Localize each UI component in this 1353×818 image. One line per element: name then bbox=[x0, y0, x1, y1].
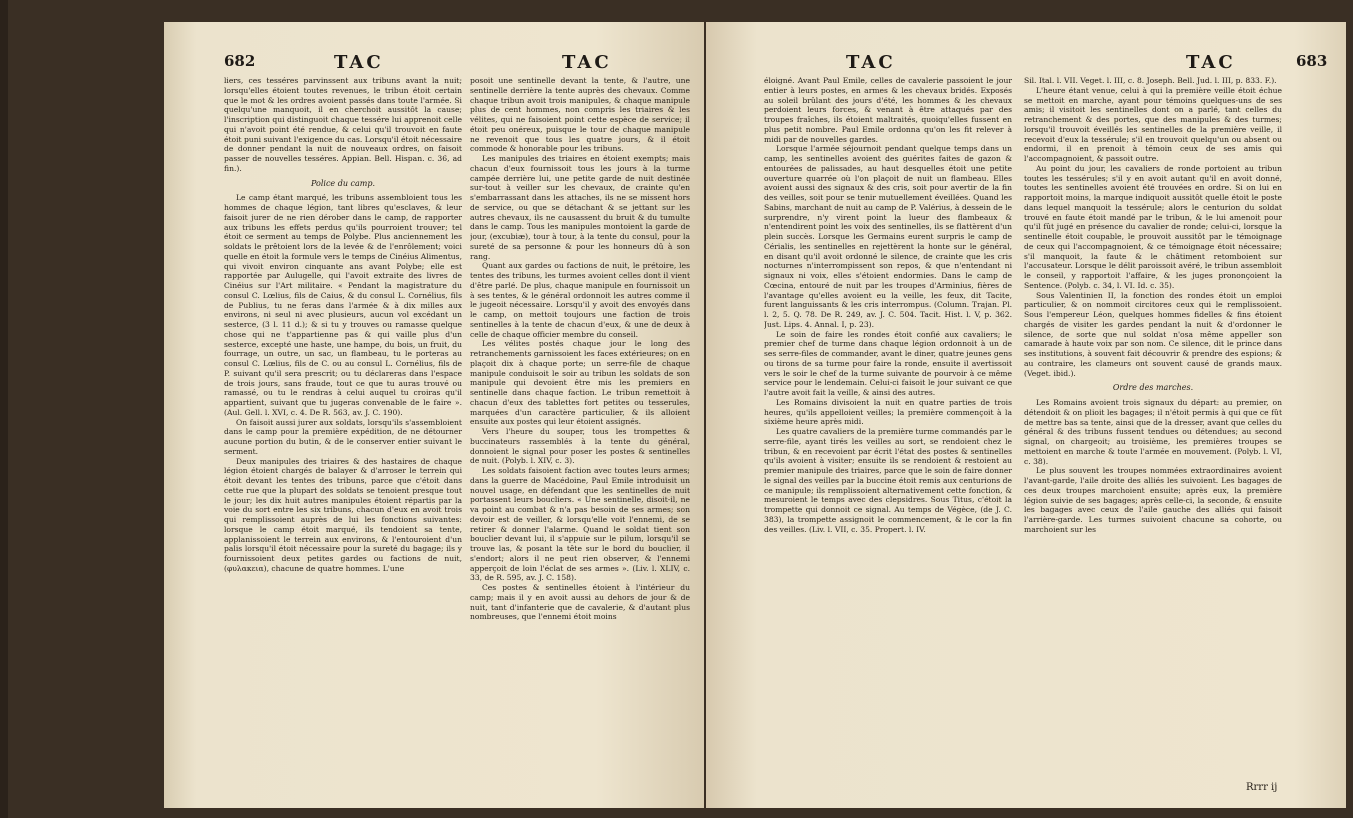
paragraph: Deux manipules des triaires & des hastaires de chaque légion étoient chargés de balayer & d'arroser le terrein qui étoit devant les tentes des tribuns, parce que c'étoit dans cette rue que la plupart des soldats se tenoient presque tout le jour; les dix huit autres manipules étoient répartis par la voie du sort entre les six tribuns, chacun d'eux en avoit trois qui remplissoient auprès de lui les fonctions suivantes: lorsque le camp étoit marqué, ils tendoient sa tente, applanissoient le terrein aux environs, & l'entouroient d'un palis lorsqu'il étoit nécessaire pour la sureté du bagage; ils y fournissoient deux petites gardes ou factions de nuit, (φυλακεια), chacune de quatre hommes. L'une bbox=[224, 456, 462, 573]
paragraph: On faisoit aussi jurer aux soldats, lorsqu'ils s'assembloient dans le camp pour la première expédition, de ne détourner aucune portion du butin, & de le conserver entier suivant le serment. bbox=[224, 417, 462, 456]
left-running-head: TAC bbox=[334, 52, 384, 73]
signature-mark: Rrrr ij bbox=[1246, 782, 1278, 793]
paragraph: Les Romains divisoient la nuit en quatre parties de trois heures, qu'ils appelloient veilles; la première commençoit à la sixième heure après midi. bbox=[764, 397, 1012, 427]
right-column-1 bbox=[764, 76, 1012, 776]
paragraph: Les manipules des triaires en étoient exempts; mais chacun d'eux fournissoit tous les jours à la turme campée derrière lui, une petite garde de nuit destinée sur-tout à veiller sur les chevaux, de crainte qu'en s'embarrassant dans les attaches, ils ne se missent hors de service, ou que se détachant & se jettant sur les autres chevaux, ils ne causassent du bruit & du tumulte dans le camp. Tous les manipules montoient la garde de jour, (excubiæ), tour à tour, à la tente du consul, pour la sureté de sa personne & pour les honneurs dû à son rang. bbox=[470, 154, 690, 261]
paragraph: Le camp étant marqué, les tribuns assembloient tous les hommes de chaque légion, tant libres qu'esclaves, & leur faisoit jurer de ne rien dérober dans le camp, de rapporter aux tribuns les effets perdus qu'ils pourroient trouver; tel étoit ce serment au temps de Polybe. Plus anciennement les soldats le prêtoient lors de la levée & de l'enrôlement; voici quelle en étoit la formule vers le temps de Cinéius Alimentus, qui vivoit environ cinquante ans avant Polybe; elle est rapportée par Aulugelle, qui l'avoit extraite des livres de Cinéius sur l'Art militaire. « Pendant la magistrature du consul C. Lœlius, fils de Caius, & du consul L. Cornélius, fils de Publius, tu ne feras dans l'armée & à dix milles aux environs, ni seul ni avec plusieurs, aucun vol excédant un sesterce, (3 l. 11 d.); & si tu y trouves ou ramasse quelque chose qui ne t'appartienne pas & qui vaille plus d'un sesterce, excepté une haste, une hampe, du bois, un fruit, du fourrage, un outre, un sac, un flambeau, tu le porteras au consul C. Lœlius, fils de C. ou au consul L. Cornélius, fils de P. suivant qu'il sera prescrit; ou tu déclareras dans l'espace de trois jours, sans fraude, tout ce que tu auras trouvé ou ramassé, ou tu le rendras à celui auquel tu croiras qu'il appartient, suivant que tu jugeras convenable de le faire ». (Aul. Gell. l. XVI, c. 4. De R. 563, av. J. C. 190). bbox=[224, 193, 462, 417]
paragraph: Vers l'heure du souper, tous les trompettes & buccinateurs rassemblés à la tente du général, donnoient le signal pour poser les postes & sentinelles de nuit. (Polyb. l. XIV, c. 3). bbox=[470, 427, 690, 466]
left-column-2 bbox=[470, 76, 690, 776]
paragraph: Les vélites postés chaque jour le long des retranchements garnissoient les faces extérieures; on en plaçoit dix à chaque porte; un serre-file de chaque manipule conduisoit le soir au tribun les soldats de son manipule qui devoient être mis les premiers en sentinelle dans chaque faction. Le tribun remettoit à chacun d'eux des tablettes fort petites ou tesserules, marquées d'un caractère particulier, & ils alloient ensuite aux postes qui leur étoient assignés. bbox=[470, 339, 690, 427]
paragraph: Au point du jour, les cavaliers de ronde portoient au tribun toutes les tessérules; s'il y en avoit autant qu'il en avoit donné, toutes les sentinelles avoient été trouvées en ordre. Si on lui en rapportoit moins, la marque indiquoit aussitôt quelle étoit le poste dans lequel manquoit la tessérule; alors le centurion du soldat trouvé en faute étoit mandé par le tribun, & le lui amenoit pour qu'il fût jugé en présence du cavalier de ronde; celui-ci, lorsque la sentinelle étoit coupable, le prouvoit aussitôt par le témoignage de ceux qui l'accompagnoient, & ce témoignage étoit nécessaire; s'il manquoit, la faute & le châtiment retomboient sur l'accusateur. Lorsque le délit paroissoit avéré, le tribun assembloit le conseil, y rapportoit l'affaire, & les juges prononçoient la Sentence. (Polyb. c. 34, l. VI. Id. c. 35). bbox=[1024, 163, 1282, 290]
paragraph: Les Romains avoient trois signaux du départ: au premier, on détendoit & on plioit les bagages; il n'étoit permis à qui que ce fût de mettre bas sa tente, ainsi que de la dresser, avant que celles du général & des tribuns fussent tendues ou détendues; au second signal, on chargeoit; au troisième, les premières troupes se mettoient en marche & toute l'armée en mouvement. (Polyb. l. VI, c. 38). bbox=[1024, 398, 1282, 466]
paragraph: posoit une sentinelle devant la tente, & l'autre, une sentinelle derrière la tente auprès des chevaux. Comme chaque tribun avoit trois manipules, & chaque manipule plus de cent hommes, non compris les triaires & les vélites, qui ne faisoient point cette espèce de service; il étoit peu onéreux, puisque le tour de chaque manipule ne revenoit que tous les quatre jours, & il étoit commode & honorable pour les tribuns. bbox=[470, 76, 690, 154]
right-page bbox=[706, 22, 1346, 808]
section-heading: Ordre des marches. bbox=[1112, 383, 1194, 393]
paragraph: Le plus souvent les troupes nommées extraordinaires avoient l'avant-garde, l'aile droite des alliés les suivoient. Les bagages de ces deux troupes marchoient ensuite; après eux, la première légion suivie de ses bagages; après celle-ci, la seconde, & ensuite les bagages avec ceux de l'aile gauche des alliés qui faisoit l'arrière-garde. Les turmes suivoient chacune sa cohorte, ou marchoient sur les bbox=[1024, 466, 1282, 534]
paragraph: Les soldats faisoient faction avec toutes leurs armes; dans la guerre de Macédoine, Paul Emile introduisit un nouvel usage, en défendant que les sentinelles de nuit portassent leurs boucliers. « Une sentinelle, disoit-il, ne va point au combat & n'a pas besoin de ses armes; son devoir est de veiller, & lorsqu'elle voit l'ennemi, de se retirer & donner l'alarme. Quand le soldat tient son bouclier devant lui, il s'appuie sur le pilum, lorsqu'il se trouve las, & posant la tête sur le bord du bouclier, il s'endort; alors il ne peut rien observer, & l'ennemi apperçoit de loin l'éclat de ses armes ». (Liv. l. XLIV, c. 33, de R. 595, av. J. C. 158). bbox=[470, 466, 690, 583]
right-running-head-center: TAC bbox=[846, 52, 896, 73]
paragraph: Quant aux gardes ou factions de nuit, le prétoire, les tentes des tribuns, les turmes avoient celles dont il vient d'être parlé. De plus, chaque manipule en fournissoit un à ses tentes, & le général ordonnoit les autres comme il le jugeoit nécessaire. Lorsqu'il y avoit des envoyés dans le camp, on mettoit toujours une faction de trois sentinelles à la tente de chacun d'eux, & une de deux à celle de chaque officier membre du conseil. bbox=[470, 261, 690, 339]
right-column-2 bbox=[1024, 76, 1282, 766]
paragraph: liers, ces tesséres parvinssent aux tribuns avant la nuit; lorsqu'elles étoient toutes revenues, le tribun étoit certain que le mot & les ordres avoient passés dans toute l'armée. Si quelqu'une manquoit, il en cherchoit aussitôt la cause; l'inscription qui distinguoit chaque tessére lui apprenoit celle qui n'avoit point été rendue, & celui qu'il trouvoit en faute étoit puni suivant l'exigence du cas. Lorsqu'il étoit nécessaire de donner pendant la nuit de nouveaux ordres, on faisoit passer de nouvelles tesséres. Appian. Bell. Hispan. c. 36, ad fin.). bbox=[224, 76, 462, 173]
paragraph: éloigné. Avant Paul Emile, celles de cavalerie passoient le jour entier à leurs postes, en armes & les chevaux bridés. Exposés au soleil brûlant des jours d'été, les hommes & les chevaux perdoient leurs forces, & venant à être attaqués par des troupes fraîches, ils étoient maltraités, quoiqu'elles fussent en plus petit nombre. Paul Emile ordonna qu'on les fit relever à midi par de nouvelles gardes. bbox=[764, 76, 1012, 144]
left-page bbox=[164, 22, 704, 808]
paragraph: Le soin de faire les rondes étoit confié aux cavaliers; le premier chef de turme dans chaque légion ordonnoit à un de ses serre-files de commander, avant le diner, quatre jeunes gens ou tirons de sa turme pour faire la ronde, ensuite il avertissoit vers le soir le chef de la turme suivante de pourvoir à ce même service pour le lendemain. Celui-ci faisoit le jour suivant ce que l'autre avoit fait la veille, & ainsi des autres. bbox=[764, 329, 1012, 397]
paragraph: Sous Valentinien II, la fonction des rondes étoit un emploi particulier, & on nommoit circitores ceux qui le remplissoient. Sous l'empereur Léon, quelques hommes fidelles & fins étoient chargés de visiter les gardes pendant la nuit & d'ordonner le silence, de sorte que nul soldat n'osa même appeller son camarade à haute voix par son nom. Ce silence, dit le prince dans ses institutions, à souvent fait découvrir & prendre des espions; & au contraire, les clameurs ont souvent causé de grands maux. (Veget. ibid.). bbox=[1024, 290, 1282, 378]
paragraph: L'heure étant venue, celui à qui la première veille étoit échue se mettoit en marche, ayant pour témoins quelques-uns de ses amis; il visitoit les sentinelles dont on a parlé, tant celles du retranchement & des portes, que des manipules & des turmes; lorsqu'il trouvoit éveillés les sentinelles de la première veille, il recevoit d'eux la tessérule; s'il en trouvoit quelqu'un ou absent ou endormi, il en prenoit à témoin ceux de ses amis qui l'accompagnoient, & passoit outre. bbox=[1024, 85, 1282, 163]
right-page-number: 683 bbox=[1296, 52, 1328, 70]
right-running-head: TAC bbox=[1186, 52, 1236, 73]
paragraph: Sil. Ital. l. VII. Veget. l. III, c. 8. Joseph. Bell. Jud. l. III, p. 833. F.). bbox=[1024, 76, 1277, 85]
paragraph: Les quatre cavaliers de la première turme commandés par le serre-file, ayant tirés les veilles au sort, se rendoient chez le tribun, & en recevoient par écrit l'état des postes & sentinelles qu'ils avoient à visiter; ensuite ils se rendoient & restoient au premier manipule des triaires, parce que le soin de faire donner le signal des veilles par la buccine étoit remis aux centurions de ce manipule; ils remplissoient alternativement cette fonction, & mesuroient le temps avec des clepsidres. Sous Titus, c'étoit la trompette qui donnoit ce signal. Au temps de Végèce, (de J. C. 383), la trompette assignoit le commencement, & le cor la fin des veilles. (Liv. l. VII, c. 35. Propert. l. IV. bbox=[764, 427, 1012, 534]
left-page-number: 682 bbox=[224, 52, 256, 70]
paragraph: Ces postes & sentinelles étoient à l'intérieur du camp; mais il y en avoit aussi au dehors de jour & de nuit, tant d'infanterie que de cavalerie, & d'autant plus nombreuses, que l'ennemi étoit moins bbox=[470, 583, 690, 622]
section-heading: Police du camp. bbox=[310, 178, 376, 188]
paragraph: Lorsque l'armée séjournoit pendant quelque temps dans un camp, les sentinelles avoient des guérites faites de gazon & entourées de palissades, au haut desquelles étoit une petite ouverture quarrée où l'on plaçoit de nuit un flambeau. Elles avoient aussi des signaux & des cris, soit pour avertir de la fin des veilles, soit pour se tenir mutuellement éveillées. Quand les Sabins, marchant de nuit au camp de P. Valérius, à dessein de le surprendre, n'y virent point la lueur des flambeaux & n'entendirent point les voix des sentinelles, ils se flattèrent d'un plein succès. Lorsque les Germains eurent surpris le camp de Cérialis, les sentinelles en rejettèrent la honte sur le général, en disant qu'il avoit ordonné le silence, de crainte que les cris nocturnes n'interrompissent son repos, & que n'entendant ni signaux ni voix, elles s'étoient endormies. Dans le camp de Cœcina, entouré de nuit par les troupes d'Arminius, fières de l'avantage qu'elles avoient eu la veille, les feux, dit Tacite, furent languissants & les cris interrompus. (Column. Trajan. Pl. l. 2, 5. Q. 78. De R. 249, av. J. C. 504. Tacit. Hist. l. V, p. 362. Just. Lips. 4. Annal. I, p. 23). bbox=[764, 144, 1012, 329]
left-running-head-center: TAC bbox=[562, 52, 612, 73]
left-column-1 bbox=[224, 76, 462, 776]
